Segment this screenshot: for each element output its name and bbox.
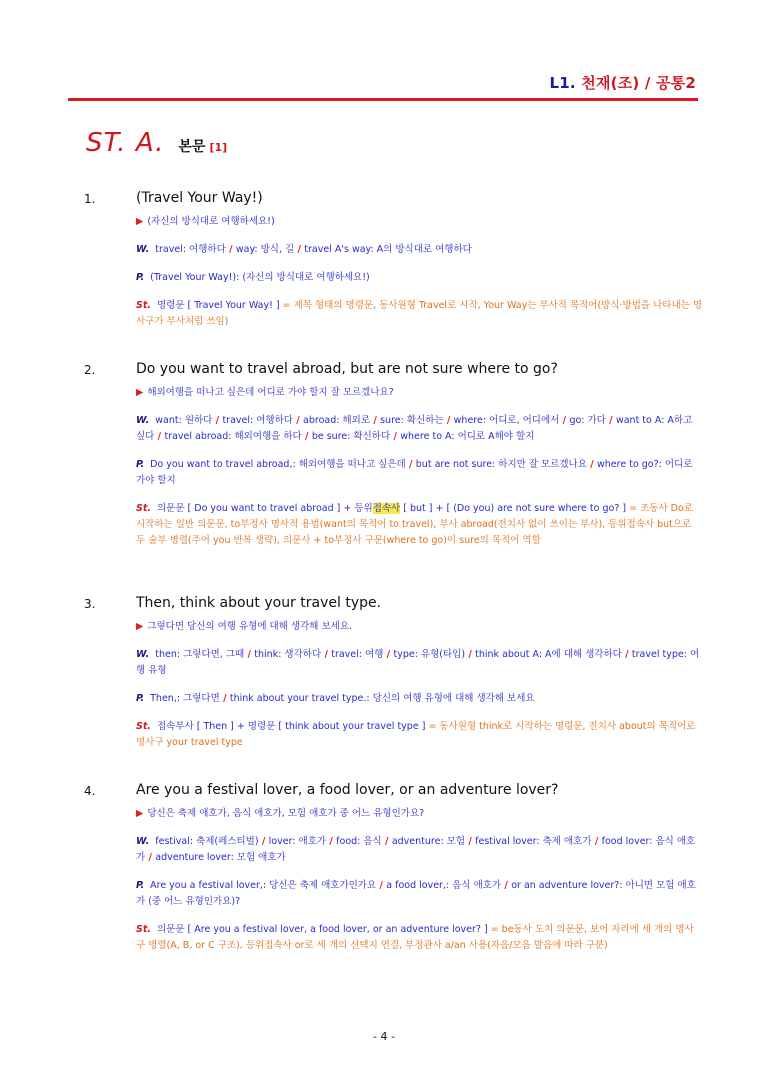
item-number: 1. [84,192,96,206]
phrase-label: P. [136,693,145,704]
separator-slash: / [225,244,236,255]
item-number: 4. [84,784,96,798]
section-title: 본문 [178,139,206,155]
korean-translation: ▶ 당신은 축제 애호가, 음식 애호가, 모험 애호가 중 어느 유형인가요? [136,808,425,819]
highlighted-text: 접속사 [372,503,401,514]
separator-slash: / [326,836,337,847]
triangle-bullet-icon: ▶ [136,387,144,398]
separator-slash: / [258,836,269,847]
word-notes: W. then: 그렇다면, 그때 / think: 생각하다 / travel: 여행 / type: 유형(타입) / think about A: A에 대해 생각하다 / travel type: 여행 유형 [136,649,700,676]
triangle-bullet-icon: ▶ [136,808,144,819]
separator-slash: / [212,415,223,426]
separator-slash: / [154,431,165,442]
words-label: W. [136,415,150,426]
section-code: ST. A. [86,128,165,158]
separator-slash: / [405,459,416,470]
phrase-label: P. [136,880,145,891]
word-notes: W. festival: 축제(페스티벌) / lover: 애호가 / food: 음식 / adventure: 모험 / festival lover: 축제 애호가 / food lover: 음식 애호가 / adventure lover: 모험 애호가 [136,836,696,863]
separator-slash: / [465,649,476,660]
phrase-label: P. [136,272,145,283]
separator-slash: / [465,836,476,847]
separator-slash: / [292,415,304,426]
separator-slash: / [390,431,401,442]
phrase-notes: P. Do you want to travel abroad,: 해외여행을 떠나고 싶은데 / but are not sure: 하지만 잘 모르겠나요 / where to go?: 어디로 가야 할지 [136,459,693,486]
header-divider [68,98,698,101]
item-number: 3. [84,597,96,611]
structure-notes: St. 명령문 [ Travel Your Way! ] = 제목 형태의 명령문, 동사원형 Travel로 시작, Your Way는 부사적 목적어(방식·방법을 나타내는 명사구가 부사처럼 쓰임) [136,300,703,327]
phrase-notes: P. (Travel Your Way!): (자신의 방식대로 여행하세요!) [136,272,370,283]
korean-translation: ▶ (자신의 방식대로 여행하세요!) [136,216,275,227]
section-heading [86,128,227,158]
separator-slash: / [381,836,392,847]
triangle-bullet-icon: ▶ [136,621,144,632]
words-label: W. [136,244,150,255]
structure-notes: St. 의문문 [ Do you want to travel abroad ] + 등위접속사 [ but ] + [ (Do you) are not sure where to go? ] = 조동사 Do로 시작하는 일반 의문문, to부정사 명사적 용법(want의 목적어 to travel), 부사 abroad(전치사 없이 쓰이는 부사), 등위접속사 but으로 두 술부 병렬(주어 you 반복 생략), 의문사 + to부정사 구문(where to go)이 sure의 목적어 역할 [136,503,693,546]
separator-slash: / [244,649,255,660]
phrase-label: P. [136,459,145,470]
korean-translation: ▶ 해외여행을 떠나고 싶은데 어디로 가야 할지 잘 모르겠나요? [136,387,394,398]
triangle-bullet-icon: ▶ [136,216,144,227]
english-sentence: (Travel Your Way!) [136,190,263,206]
separator-slash: / [301,431,312,442]
separator-slash: / [586,459,597,470]
english-sentence: Then, think about your travel type. [136,595,382,611]
lesson-header [550,72,696,93]
words-label: W. [136,649,150,660]
lesson-title: 천재(조) / 공통2 [581,74,696,92]
separator-slash: / [376,880,387,891]
separator-slash: / [443,415,454,426]
words-label: W. [136,836,150,847]
structure-label: St. [136,721,151,732]
section-tag: [1] [209,141,228,154]
english-sentence: Do you want to travel abroad, but are not sure where to go? [136,361,558,377]
structure-notes: St. 접속부사 [ Then ] + 명령문 [ think about your travel type ] = 동사원형 think로 시작하는 명령문, 전치사 about의 목적어로 명사구 your travel type [136,721,696,748]
separator-slash: / [501,880,512,891]
item-number: 2. [84,363,96,377]
separator-slash: / [370,415,381,426]
separator-slash: / [219,693,230,704]
lesson-number: L1. [549,74,576,92]
structure-label: St. [136,300,151,311]
separator-slash: / [145,852,156,863]
separator-slash: / [383,649,394,660]
separator-slash: / [559,415,570,426]
separator-slash: / [621,649,632,660]
word-notes: W. travel: 여행하다 / way: 방식, 길 / travel A's way: A의 방식대로 여행하다 [136,244,472,255]
separator-slash: / [591,836,602,847]
word-notes: W. want: 원하다 / travel: 여행하다 / abroad: 해외로 / sure: 확신하는 / where: 어디로, 어디에서 / go: 가다 / want to A: A하고 싶다 / travel abroad: 해외여행을 하다 / be sure: 확신하다 / where to A: 어디로 A해야 할지 [136,415,693,442]
structure-label: St. [136,503,151,514]
english-sentence: Are you a festival lover, a food lover, or an adventure lover? [136,782,559,798]
korean-translation: ▶ 그렇다면 당신의 여행 유형에 대해 생각해 보세요. [136,621,352,632]
separator-slash: / [605,415,616,426]
phrase-notes: P. Are you a festival lover,: 당신은 축제 애호가인가요 / a food lover,: 음식 애호가 / or an adventure lover?: 아니면 모험 애호가 (중 어느 유형인가요)? [136,880,696,907]
structure-label: St. [136,924,151,935]
page-number: - 4 - [373,1030,395,1043]
separator-slash: / [294,244,305,255]
phrase-notes: P. Then,: 그렇다면 / think about your travel type.: 당신의 여행 유형에 대해 생각해 보세요 [136,693,535,704]
separator-slash: / [321,649,332,660]
structure-notes: St. 의문문 [ Are you a festival lover, a food lover, or an adventure lover? ] = be동사 도치 의문문, 보어 자리에 세 개의 명사구 병렬(A, B, or C 구조), 등위접속사 or로 세 개의 선택지 연결, 부정관사 a/an 사용(자음/모음 발음에 따라 구분) [136,924,694,951]
